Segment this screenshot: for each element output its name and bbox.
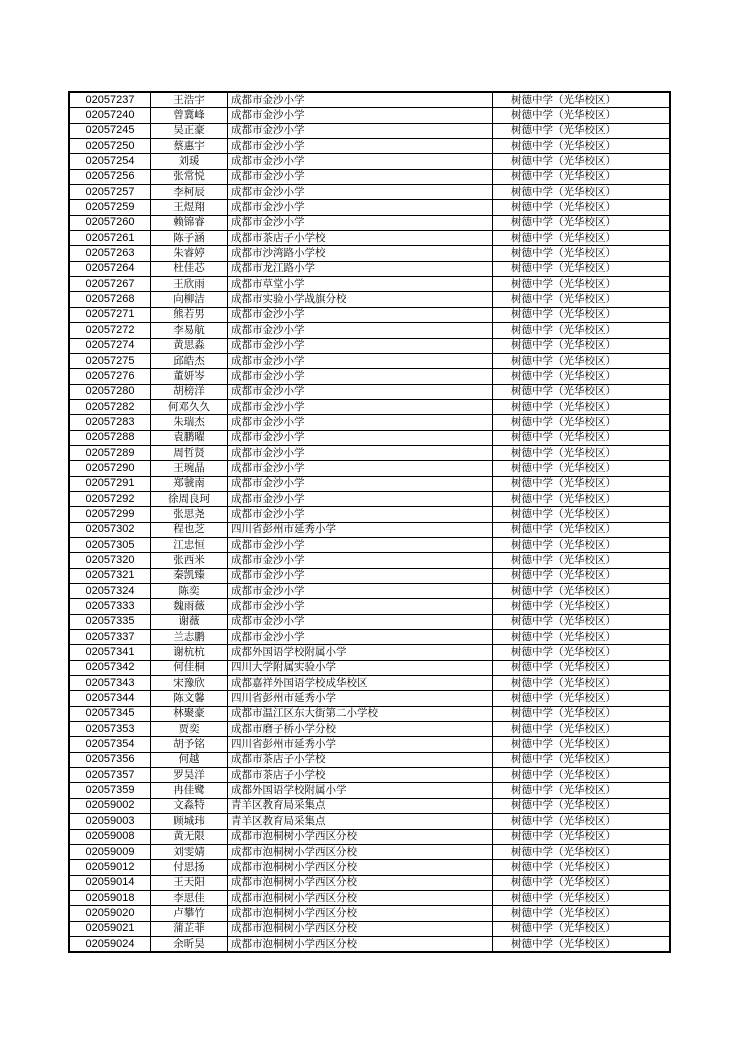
student-id-cell: 02057357: [69, 768, 151, 783]
primary-school-cell: 成都外国语学校附属小学: [228, 645, 493, 660]
student-id-cell: 02057291: [69, 476, 151, 491]
primary-school-cell: 成都市草堂小学: [228, 277, 493, 292]
table-row: [69, 231, 670, 246]
primary-school-cell: 成都市金沙小学: [228, 185, 493, 200]
primary-school-cell: 成都市泡桐树小学西区分校: [228, 890, 493, 905]
admitted-school-cell: 树德中学（光华校区）: [493, 231, 671, 246]
table-row: [69, 430, 670, 445]
admitted-school-cell: 树德中学（光华校区）: [493, 92, 671, 108]
student-id-cell: 02059021: [69, 921, 151, 936]
student-name-cell: 余昕昊: [151, 936, 228, 952]
student-name-cell: 向柳洁: [151, 292, 228, 307]
student-name-cell: 张常悦: [151, 169, 228, 184]
table-row: [69, 860, 670, 875]
student-id-cell: 02057289: [69, 445, 151, 460]
student-id-cell: 02057280: [69, 384, 151, 399]
student-name-cell: 张西米: [151, 553, 228, 568]
admitted-school-cell: 树德中学（光华校区）: [493, 430, 671, 445]
admitted-school-cell: 树德中学（光华校区）: [493, 660, 671, 675]
student-name-cell: 徐周良珂: [151, 491, 228, 506]
student-id-cell: 02057337: [69, 630, 151, 645]
table-row: [69, 507, 670, 522]
admitted-school-cell: 树德中学（光华校区）: [493, 445, 671, 460]
table-row: [69, 353, 670, 368]
table-row: [69, 630, 670, 645]
student-name-cell: 罗昊洋: [151, 768, 228, 783]
student-id-cell: 02057302: [69, 522, 151, 537]
student-id-cell: 02057283: [69, 415, 151, 430]
primary-school-cell: 成都市金沙小学: [228, 430, 493, 445]
student-name-cell: 文淼特: [151, 798, 228, 813]
student-id-cell: 02057256: [69, 169, 151, 184]
primary-school-cell: 成都市金沙小学: [228, 108, 493, 123]
table-row: [69, 645, 670, 660]
admitted-school-cell: 树德中学（光华校区）: [493, 906, 671, 921]
student-name-cell: 付思扬: [151, 860, 228, 875]
student-name-cell: 黄无限: [151, 829, 228, 844]
student-name-cell: 赖锦睿: [151, 215, 228, 230]
admission-table: [68, 91, 671, 953]
student-name-cell: 李思佳: [151, 890, 228, 905]
admitted-school-cell: 树德中学（光华校区）: [493, 491, 671, 506]
student-id-cell: 02057344: [69, 691, 151, 706]
student-id-cell: 02057324: [69, 584, 151, 599]
table-row: [69, 215, 670, 230]
student-name-cell: 袁鹏曜: [151, 430, 228, 445]
admitted-school-cell: 树德中学（光华校区）: [493, 200, 671, 215]
student-id-cell: 02057353: [69, 722, 151, 737]
admitted-school-cell: 树德中学（光华校区）: [493, 476, 671, 491]
admitted-school-cell: 树德中学（光华校区）: [493, 798, 671, 813]
table-row: [69, 369, 670, 384]
student-id-cell: 02057333: [69, 599, 151, 614]
student-name-cell: 冉佳鹭: [151, 783, 228, 798]
table-row: [69, 599, 670, 614]
student-id-cell: 02057321: [69, 568, 151, 583]
student-id-cell: 02059002: [69, 798, 151, 813]
student-name-cell: 刘雯婧: [151, 844, 228, 859]
student-id-cell: 02057267: [69, 277, 151, 292]
student-name-cell: 刘瑗: [151, 154, 228, 169]
student-id-cell: 02057345: [69, 706, 151, 721]
student-name-cell: 何越: [151, 752, 228, 767]
student-id-cell: 02057237: [69, 92, 151, 108]
primary-school-cell: 成都市金沙小学: [228, 568, 493, 583]
table-row: [69, 399, 670, 414]
table-row: [69, 92, 670, 108]
table-row: [69, 691, 670, 706]
student-name-cell: 魏雨薇: [151, 599, 228, 614]
primary-school-cell: 成都市金沙小学: [228, 92, 493, 108]
admitted-school-cell: 树德中学（光华校区）: [493, 399, 671, 414]
student-name-cell: 何佳桐: [151, 660, 228, 675]
admitted-school-cell: 树德中学（光华校区）: [493, 829, 671, 844]
table-row: [69, 829, 670, 844]
student-id-cell: 02057261: [69, 231, 151, 246]
student-id-cell: 02057268: [69, 292, 151, 307]
table-row: [69, 875, 670, 890]
admitted-school-cell: 树德中学（光华校区）: [493, 737, 671, 752]
student-id-cell: 02057341: [69, 645, 151, 660]
primary-school-cell: 成都市龙江路小学: [228, 261, 493, 276]
primary-school-cell: 成都市金沙小学: [228, 139, 493, 154]
primary-school-cell: 成都市茶店子小学校: [228, 231, 493, 246]
student-name-cell: 谢杭杭: [151, 645, 228, 660]
primary-school-cell: 成都市金沙小学: [228, 614, 493, 629]
student-id-cell: 02057359: [69, 783, 151, 798]
table-row: [69, 185, 670, 200]
admitted-school-cell: 树德中学（光华校区）: [493, 676, 671, 691]
table-row: [69, 752, 670, 767]
primary-school-cell: 成都市茶店子小学校: [228, 768, 493, 783]
student-id-cell: 02057259: [69, 200, 151, 215]
primary-school-cell: 成都市泡桐树小学西区分校: [228, 844, 493, 859]
table-row: [69, 292, 670, 307]
table-row: [69, 445, 670, 460]
student-id-cell: 02057250: [69, 139, 151, 154]
student-id-cell: 02059024: [69, 936, 151, 952]
student-name-cell: 秦凯臻: [151, 568, 228, 583]
student-id-cell: 02057320: [69, 553, 151, 568]
student-name-cell: 张思尧: [151, 507, 228, 522]
table-row: [69, 261, 670, 276]
admitted-school-cell: 树德中学（光华校区）: [493, 185, 671, 200]
table-row: [69, 522, 670, 537]
student-name-cell: 王浩宇: [151, 92, 228, 108]
primary-school-cell: 成都市泡桐树小学西区分校: [228, 921, 493, 936]
primary-school-cell: 成都市金沙小学: [228, 353, 493, 368]
table-row: [69, 814, 670, 829]
table-row: [69, 537, 670, 552]
student-name-cell: 胡予铭: [151, 737, 228, 752]
admitted-school-cell: 树德中学（光华校区）: [493, 415, 671, 430]
primary-school-cell: 成都市金沙小学: [228, 215, 493, 230]
admitted-school-cell: 树德中学（光华校区）: [493, 369, 671, 384]
primary-school-cell: 成都市金沙小学: [228, 537, 493, 552]
student-id-cell: 02059003: [69, 814, 151, 829]
primary-school-cell: 青羊区教育局采集点: [228, 814, 493, 829]
student-name-cell: 胡榜洋: [151, 384, 228, 399]
admitted-school-cell: 树德中学（光华校区）: [493, 691, 671, 706]
student-id-cell: 02057276: [69, 369, 151, 384]
primary-school-cell: 成都市磨子桥小学分校: [228, 722, 493, 737]
admitted-school-cell: 树德中学（光华校区）: [493, 507, 671, 522]
table-row: [69, 676, 670, 691]
table-row: [69, 936, 670, 952]
admitted-school-cell: 树德中学（光华校区）: [493, 461, 671, 476]
admitted-school-cell: 树德中学（光华校区）: [493, 123, 671, 138]
primary-school-cell: 成都市泡桐树小学西区分校: [228, 860, 493, 875]
table-row: [69, 476, 670, 491]
student-id-cell: 02059009: [69, 844, 151, 859]
student-name-cell: 宋豫欣: [151, 676, 228, 691]
student-name-cell: 卢攀竹: [151, 906, 228, 921]
admitted-school-cell: 树德中学（光华校区）: [493, 307, 671, 322]
student-name-cell: 王煜翔: [151, 200, 228, 215]
admitted-school-cell: 树德中学（光华校区）: [493, 599, 671, 614]
admitted-school-cell: 树德中学（光华校区）: [493, 706, 671, 721]
student-id-cell: 02057245: [69, 123, 151, 138]
admitted-school-cell: 树德中学（光华校区）: [493, 890, 671, 905]
table-row: [69, 722, 670, 737]
student-id-cell: 02059018: [69, 890, 151, 905]
student-name-cell: 蔡惠宇: [151, 139, 228, 154]
table-row: [69, 169, 670, 184]
table-row: [69, 323, 670, 338]
student-id-cell: 02057342: [69, 660, 151, 675]
admitted-school-cell: 树德中学（光华校区）: [493, 108, 671, 123]
student-name-cell: 程也芝: [151, 522, 228, 537]
primary-school-cell: 成都市金沙小学: [228, 369, 493, 384]
student-id-cell: 02057240: [69, 108, 151, 123]
table-row: [69, 154, 670, 169]
student-name-cell: 谢薇: [151, 614, 228, 629]
table-row: [69, 768, 670, 783]
student-id-cell: 02057356: [69, 752, 151, 767]
admitted-school-cell: 树德中学（光华校区）: [493, 292, 671, 307]
student-id-cell: 02057282: [69, 399, 151, 414]
student-id-cell: 02057254: [69, 154, 151, 169]
admitted-school-cell: 树德中学（光华校区）: [493, 630, 671, 645]
table-row: [69, 139, 670, 154]
student-name-cell: 朱瑞杰: [151, 415, 228, 430]
student-name-cell: 兰志鹏: [151, 630, 228, 645]
student-name-cell: 陈子涵: [151, 231, 228, 246]
primary-school-cell: 成都市金沙小学: [228, 461, 493, 476]
primary-school-cell: 青羊区教育局采集点: [228, 798, 493, 813]
admitted-school-cell: 树德中学（光华校区）: [493, 645, 671, 660]
table-row: [69, 553, 670, 568]
primary-school-cell: 四川大学附属实验小学: [228, 660, 493, 675]
primary-school-cell: 成都外国语学校附属小学: [228, 783, 493, 798]
student-id-cell: 02057299: [69, 507, 151, 522]
primary-school-cell: 成都市金沙小学: [228, 599, 493, 614]
primary-school-cell: 成都市金沙小学: [228, 154, 493, 169]
admitted-school-cell: 树德中学（光华校区）: [493, 860, 671, 875]
table-row: [69, 123, 670, 138]
admission-table-body: [69, 92, 670, 952]
admitted-school-cell: 树德中学（光华校区）: [493, 875, 671, 890]
student-name-cell: 李易航: [151, 323, 228, 338]
student-name-cell: 陈文馨: [151, 691, 228, 706]
primary-school-cell: 成都市金沙小学: [228, 584, 493, 599]
student-id-cell: 02059008: [69, 829, 151, 844]
table-row: [69, 491, 670, 506]
admitted-school-cell: 树德中学（光华校区）: [493, 584, 671, 599]
student-id-cell: 02057263: [69, 246, 151, 261]
table-row: [69, 584, 670, 599]
student-name-cell: 朱睿婷: [151, 246, 228, 261]
primary-school-cell: 成都市金沙小学: [228, 123, 493, 138]
admitted-school-cell: 树德中学（光华校区）: [493, 936, 671, 952]
primary-school-cell: 成都市金沙小学: [228, 307, 493, 322]
table-row: [69, 890, 670, 905]
admitted-school-cell: 树德中学（光华校区）: [493, 353, 671, 368]
admitted-school-cell: 树德中学（光华校区）: [493, 752, 671, 767]
student-name-cell: 林聚豪: [151, 706, 228, 721]
student-name-cell: 杜佳芯: [151, 261, 228, 276]
primary-school-cell: 成都市泡桐树小学西区分校: [228, 936, 493, 952]
table-row: [69, 614, 670, 629]
table-row: [69, 921, 670, 936]
admitted-school-cell: 树德中学（光华校区）: [493, 537, 671, 552]
primary-school-cell: 成都市泡桐树小学西区分校: [228, 906, 493, 921]
student-name-cell: 王天阳: [151, 875, 228, 890]
admitted-school-cell: 树德中学（光华校区）: [493, 614, 671, 629]
student-name-cell: 李柯辰: [151, 185, 228, 200]
primary-school-cell: 成都市金沙小学: [228, 338, 493, 353]
student-id-cell: 02057260: [69, 215, 151, 230]
admitted-school-cell: 树德中学（光华校区）: [493, 921, 671, 936]
table-row: [69, 461, 670, 476]
admitted-school-cell: 树德中学（光华校区）: [493, 768, 671, 783]
primary-school-cell: 成都市金沙小学: [228, 384, 493, 399]
primary-school-cell: 成都市泡桐树小学西区分校: [228, 829, 493, 844]
table-row: [69, 277, 670, 292]
student-name-cell: 邱皓杰: [151, 353, 228, 368]
admitted-school-cell: 树德中学（光华校区）: [493, 553, 671, 568]
admitted-school-cell: 树德中学（光华校区）: [493, 384, 671, 399]
table-row: [69, 338, 670, 353]
admitted-school-cell: 树德中学（光华校区）: [493, 277, 671, 292]
primary-school-cell: 成都市金沙小学: [228, 323, 493, 338]
student-id-cell: 02057271: [69, 307, 151, 322]
admitted-school-cell: 树德中学（光华校区）: [493, 139, 671, 154]
student-name-cell: 陈奕: [151, 584, 228, 599]
table-row: [69, 108, 670, 123]
student-name-cell: 王琬晶: [151, 461, 228, 476]
admitted-school-cell: 树德中学（光华校区）: [493, 154, 671, 169]
admitted-school-cell: 树德中学（光华校区）: [493, 722, 671, 737]
student-id-cell: 02057290: [69, 461, 151, 476]
table-row: [69, 307, 670, 322]
primary-school-cell: 成都市金沙小学: [228, 200, 493, 215]
primary-school-cell: 四川省彭州市延秀小学: [228, 691, 493, 706]
student-name-cell: 蒲芷菲: [151, 921, 228, 936]
table-row: [69, 706, 670, 721]
student-name-cell: 周哲贤: [151, 445, 228, 460]
admitted-school-cell: 树德中学（光华校区）: [493, 568, 671, 583]
primary-school-cell: 四川省彭州市延秀小学: [228, 737, 493, 752]
student-id-cell: 02057305: [69, 537, 151, 552]
student-id-cell: 02057275: [69, 353, 151, 368]
admitted-school-cell: 树德中学（光华校区）: [493, 169, 671, 184]
admitted-school-cell: 树德中学（光华校区）: [493, 338, 671, 353]
student-name-cell: 曾冀峰: [151, 108, 228, 123]
admitted-school-cell: 树德中学（光华校区）: [493, 783, 671, 798]
table-row: [69, 246, 670, 261]
student-id-cell: 02057354: [69, 737, 151, 752]
student-id-cell: 02059012: [69, 860, 151, 875]
primary-school-cell: 成都嘉祥外国语学校成华校区: [228, 676, 493, 691]
primary-school-cell: 成都市沙湾路小学校: [228, 246, 493, 261]
student-id-cell: 02057264: [69, 261, 151, 276]
table-row: [69, 200, 670, 215]
primary-school-cell: 成都市金沙小学: [228, 169, 493, 184]
table-row: [69, 844, 670, 859]
admitted-school-cell: 树德中学（光华校区）: [493, 323, 671, 338]
table-row: [69, 415, 670, 430]
student-id-cell: 02057292: [69, 491, 151, 506]
admitted-school-cell: 树德中学（光华校区）: [493, 814, 671, 829]
primary-school-cell: 成都市金沙小学: [228, 630, 493, 645]
admitted-school-cell: 树德中学（光华校区）: [493, 522, 671, 537]
primary-school-cell: 成都市金沙小学: [228, 507, 493, 522]
table-row: [69, 384, 670, 399]
student-id-cell: 02057288: [69, 430, 151, 445]
primary-school-cell: 成都市金沙小学: [228, 415, 493, 430]
student-name-cell: 吴正豪: [151, 123, 228, 138]
primary-school-cell: 成都市温江区东大街第二小学校: [228, 706, 493, 721]
admitted-school-cell: 树德中学（光华校区）: [493, 246, 671, 261]
student-name-cell: 黄思淼: [151, 338, 228, 353]
student-name-cell: 江忠恒: [151, 537, 228, 552]
student-id-cell: 02059020: [69, 906, 151, 921]
student-name-cell: 贾奕: [151, 722, 228, 737]
table-row: [69, 906, 670, 921]
student-id-cell: 02057343: [69, 676, 151, 691]
primary-school-cell: 成都市实验小学战旗分校: [228, 292, 493, 307]
student-name-cell: 熊若男: [151, 307, 228, 322]
student-id-cell: 02059014: [69, 875, 151, 890]
table-row: [69, 783, 670, 798]
student-id-cell: 02057274: [69, 338, 151, 353]
primary-school-cell: 成都市金沙小学: [228, 491, 493, 506]
student-name-cell: 董妍岑: [151, 369, 228, 384]
student-name-cell: 郑虢南: [151, 476, 228, 491]
primary-school-cell: 成都市金沙小学: [228, 553, 493, 568]
table-row: [69, 737, 670, 752]
student-id-cell: 02057272: [69, 323, 151, 338]
admitted-school-cell: 树德中学（光华校区）: [493, 215, 671, 230]
primary-school-cell: 成都市金沙小学: [228, 399, 493, 414]
admitted-school-cell: 树德中学（光华校区）: [493, 261, 671, 276]
primary-school-cell: 四川省彭州市延秀小学: [228, 522, 493, 537]
primary-school-cell: 成都市金沙小学: [228, 445, 493, 460]
table-row: [69, 568, 670, 583]
primary-school-cell: 成都市泡桐树小学西区分校: [228, 875, 493, 890]
admitted-school-cell: 树德中学（光华校区）: [493, 844, 671, 859]
student-name-cell: 王欣雨: [151, 277, 228, 292]
student-id-cell: 02057257: [69, 185, 151, 200]
primary-school-cell: 成都市金沙小学: [228, 476, 493, 491]
student-name-cell: 何邓久久: [151, 399, 228, 414]
student-id-cell: 02057335: [69, 614, 151, 629]
student-name-cell: 顾城玮: [151, 814, 228, 829]
primary-school-cell: 成都市茶店子小学校: [228, 752, 493, 767]
table-row: [69, 798, 670, 813]
table-row: [69, 660, 670, 675]
